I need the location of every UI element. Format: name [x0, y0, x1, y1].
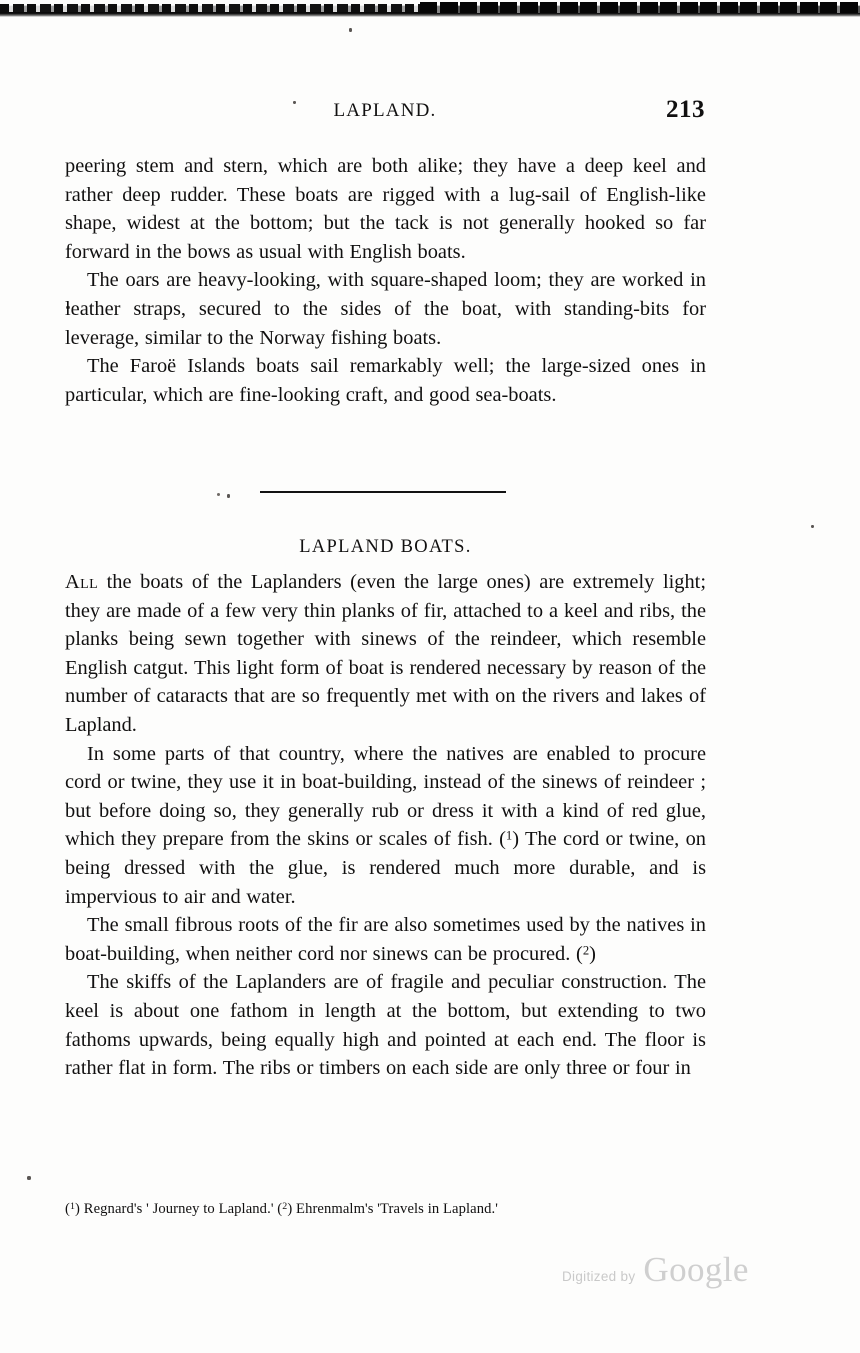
scan-speck	[217, 493, 220, 496]
scan-speck	[27, 1176, 31, 1180]
footnote-marker: 2	[582, 943, 590, 958]
scan-edge-artifact	[0, 4, 860, 17]
paragraph	[65, 568, 706, 740]
paragraph-text: the boats of the Laplanders (even the large ones) are extremely light; they are made of a few very thin planks of fir, attached to a keel and ribs, the planks being sewn together with sinews of the reindeer, which resemble English catgut. This light form of boat is rendered necessary by reason of the number of cataracts that are so frequently met with on the rivers and lakes of Lapland.	[65, 571, 706, 736]
scan-speck	[349, 28, 352, 32]
watermark-brand: Google	[643, 1250, 749, 1289]
footnote-marker: 1	[69, 1201, 76, 1213]
paragraph	[65, 740, 706, 912]
watermark-label: Digitized by	[562, 1269, 636, 1284]
paragraph-text: ) The cord or twine, on being dressed with the glue, is rendered much more durable, and is impervious to air and water.	[65, 828, 706, 908]
text-column-upper	[65, 152, 706, 409]
footnote-marker: 2	[282, 1201, 288, 1213]
paragraph	[65, 911, 706, 968]
google-digitization-watermark	[562, 1252, 749, 1287]
paragraph: peering stem and stern, which are both alike; they have a deep keel and rather deep rudder. These boats are rigged with a lug-sail of English-like shape, widest at the bottom; but the tack is not generally hooked so far forward in the bows as usual with English boats.	[65, 155, 706, 263]
paragraph-text: In some parts of that country, where the natives are enabled to procure cord or twine, they use it in boat-building, instead of the sinews of reindeer ; but before doing so, they generally rub or dress it with a kind of red glue, which they prepare from the skins or scales of fish. (	[65, 742, 706, 851]
footnote-line: ($^1$) Regnard's ' Journey to Lapland.' ($^2$) Ehrenmalm's 'Travels in Lapland.'	[65, 1201, 499, 1217]
paragraph-text: )	[589, 942, 596, 965]
paragraph: The skiffs of the Laplanders are of fragile and peculiar construction. The keel is about one fathom in length at the bottom, but extending to two fathoms upwards, being equally high and pointed at each end. The floor is rather flat in form. The ribs or timbers on each side are only three or four in	[65, 971, 706, 1080]
paragraph: The Faroë Islands boats sail remarkably well; the large-sized ones in particular, which are fine-looking craft, and good sea-boats.	[65, 355, 706, 406]
opening-small-caps: All	[65, 571, 99, 593]
scan-speck	[811, 525, 814, 528]
section-divider	[65, 487, 706, 499]
footnote-text: ) Ehrenmalm's 'Travels in Lapland.'	[287, 1201, 499, 1217]
running-head	[65, 96, 705, 126]
section-heading: LAPLAND BOATS.	[299, 537, 472, 557]
paragraph: The oars are heavy-looking, with square-shaped loom; they are worked in leather straps, secured to the sides of the boat, with standing-bits for leverage, similar to the Norway fishing boats.	[65, 269, 706, 349]
paragraph-text: The small fibrous roots of the fir are also sometimes used by the natives in boat-building, when neither cord nor sinews can be procured. (	[65, 914, 706, 965]
footnote-marker: 1	[505, 829, 513, 844]
footnote-text: ) Regnard's ' Journey to Lapland.' (	[75, 1201, 283, 1217]
divider-rule	[260, 491, 506, 493]
page-number: 213	[666, 96, 705, 123]
running-head-title: LAPLAND.	[333, 100, 437, 121]
text-column-lower	[65, 568, 706, 1083]
